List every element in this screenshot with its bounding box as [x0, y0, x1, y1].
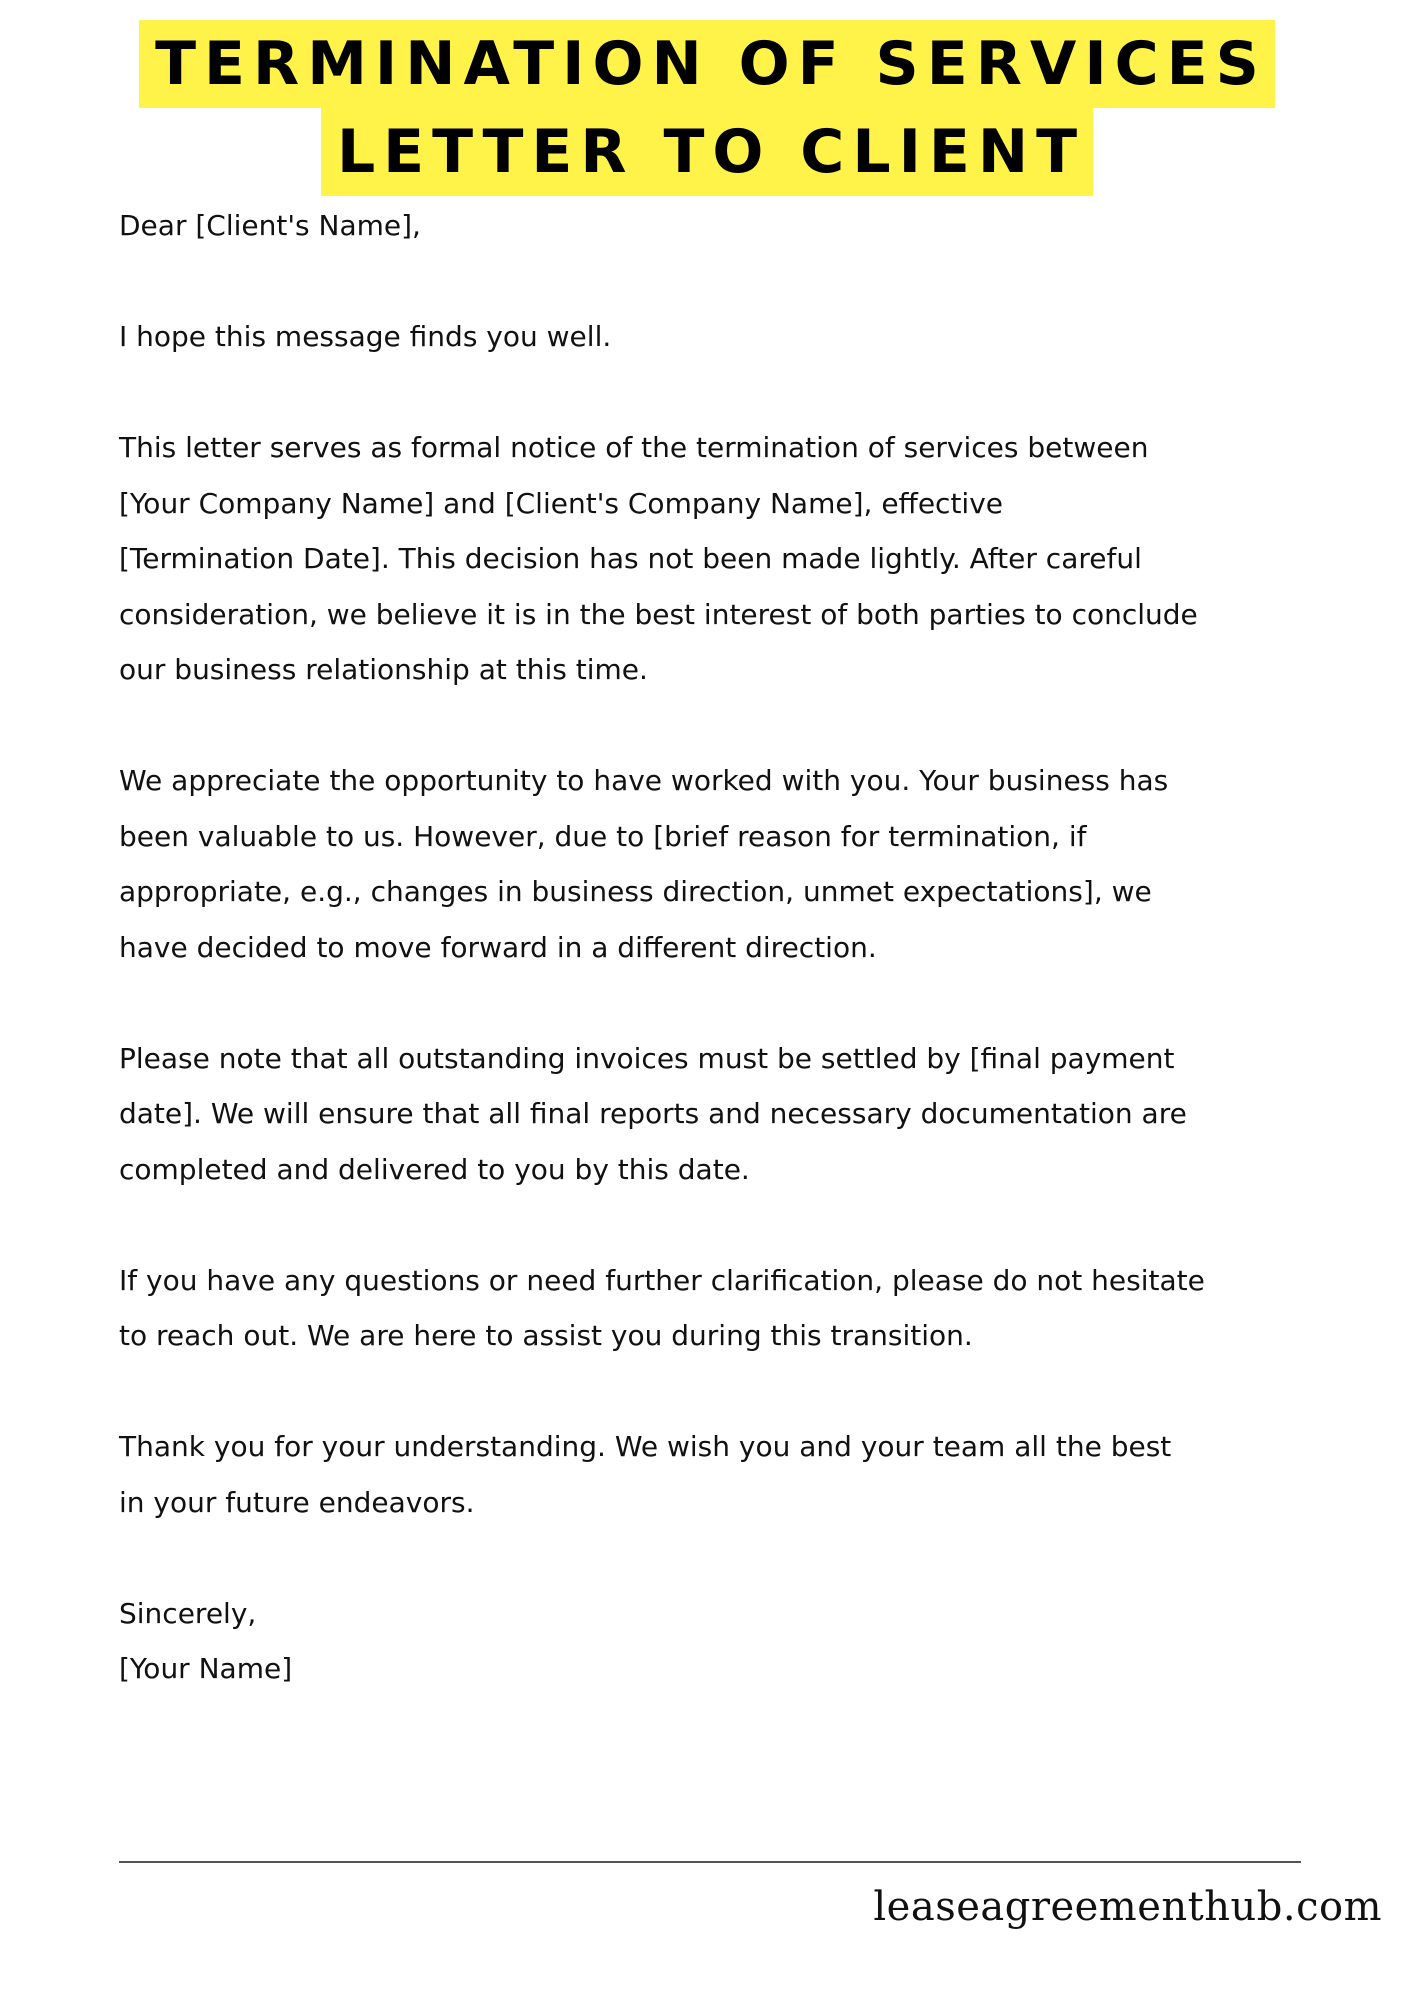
title-line-1: TERMINATION OF SERVICES	[139, 20, 1275, 108]
paragraph-appreciation: We appreciate the opportunity to have worked with you. Your business has been valuable to us. However, due to [brief reason for termination, if appropriate, e.g., changes in business direction, unmet expectations], we have decided to move forward in a different direction.	[119, 764, 1169, 964]
title-line-2: LETTER TO CLIENT	[321, 108, 1093, 196]
paragraph-questions: If you have any questions or need further clarification, please do not hesitate to reach out. We are here to assist you during this transition.	[119, 1263, 1205, 1352]
sign-off: Sincerely,	[119, 1596, 257, 1630]
letter-body	[119, 198, 1319, 1697]
greeting: Dear [Client's Name],	[119, 209, 421, 242]
document-title	[0, 20, 1414, 196]
footer-divider	[119, 1861, 1301, 1863]
brand-wordmark: leaseagreementhub.com	[873, 1884, 1382, 1930]
paragraph-closing: Thank you for your understanding. We wish you and your team all the best in your future endeavors.	[119, 1430, 1172, 1519]
paragraph-notice: This letter serves as formal notice of the termination of services between [Your Company Name] and [Client's Company Name], effective [Termination Date]. This decision has not been made lightly. After careful consideration, we believe it is in the best interest of both parties to conclude our business relationship at this time.	[119, 431, 1198, 686]
signature-name: [Your Name]	[119, 1652, 293, 1685]
paragraph-invoices: Please note that all outstanding invoices must be settled by [final payment date]. We will ensure that all final reports and necessary documentation are completed and delivered to you by this date.	[119, 1041, 1187, 1186]
opening-line: I hope this message finds you well.	[119, 320, 612, 353]
